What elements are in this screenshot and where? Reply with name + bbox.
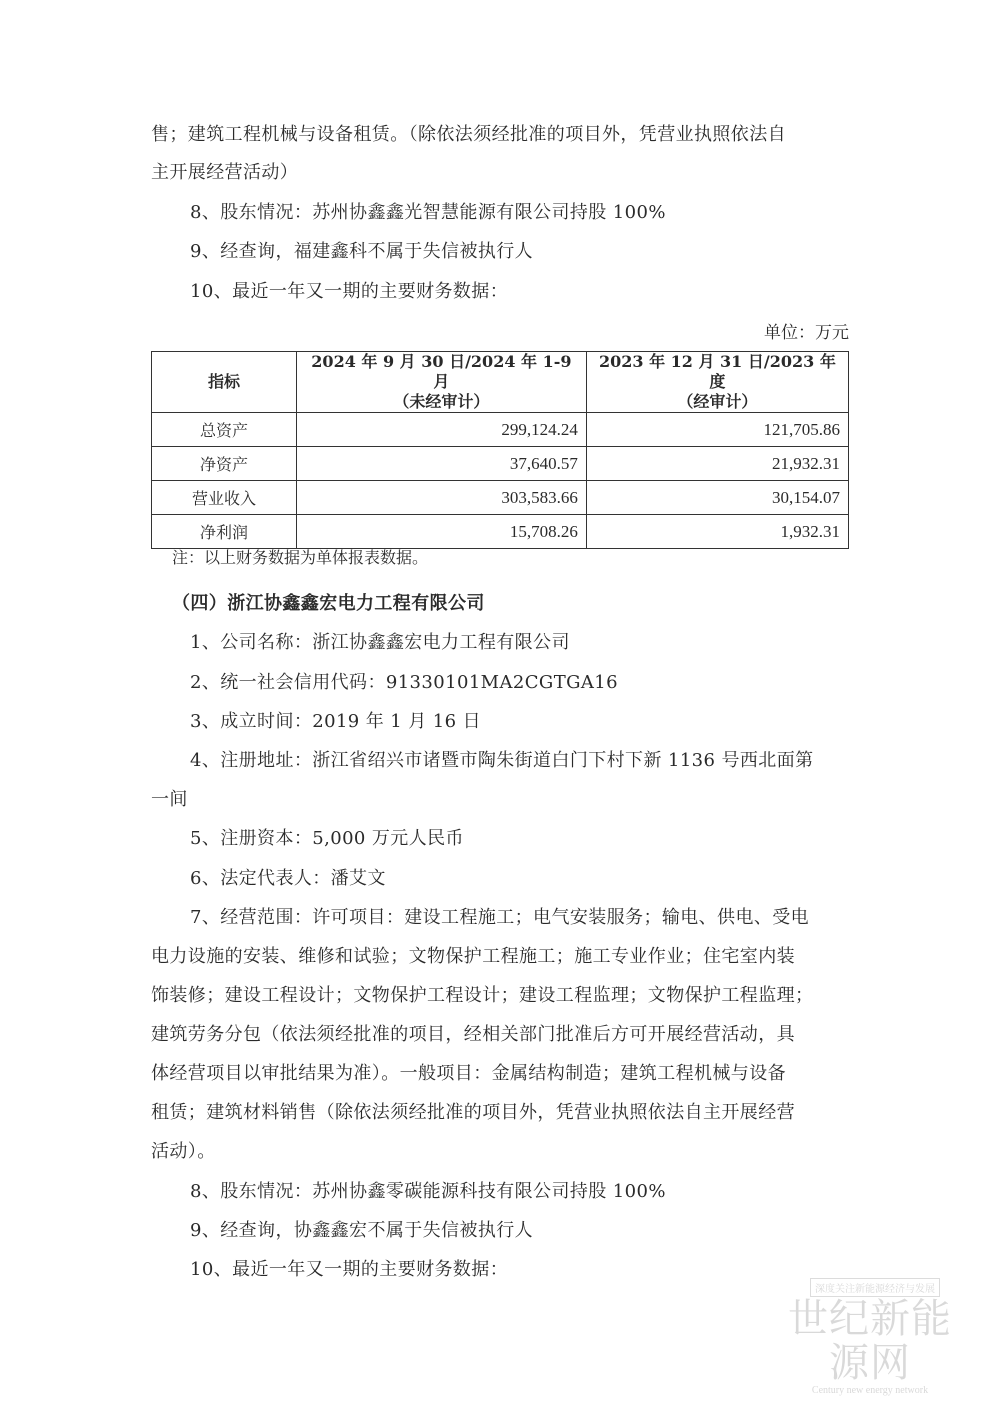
text-line: 一间 (151, 789, 188, 810)
value-2023: 30,154.07 (586, 481, 848, 515)
text-line: 电力设施的安装、维修和试验；文物保护工程施工；施工专业作业；住宅室内装 (151, 946, 795, 967)
text-line: 主开展经营活动） (151, 162, 299, 183)
value-2024: 299,124.24 (297, 413, 587, 447)
text-line: 活动）。 (151, 1141, 216, 1162)
text-line: 租赁；建筑材料销售（除依法须经批准的项目外，凭营业执照依法自主开展经营 (151, 1102, 795, 1123)
text-line: 4、注册地址：浙江省绍兴市诸暨市陶朱街道白门下村下新 1136 号西北面第 (190, 750, 814, 771)
header-2024-title: 2024 年 9 月 30 日/2024 年 1-9 月 (311, 352, 572, 391)
table-note: 注：以上财务数据为单体报表数据。 (172, 548, 429, 567)
table-header-row (152, 352, 849, 413)
section-heading: （四）浙江协鑫鑫宏电力工程有限公司 (172, 593, 485, 614)
value-2023: 121,705.86 (586, 413, 848, 447)
header-2023 (586, 352, 848, 413)
row-label: 净资产 (152, 447, 297, 481)
table-row (152, 515, 849, 549)
row-label: 营业收入 (152, 481, 297, 515)
text-line: 6、法定代表人：潘艾文 (190, 868, 386, 889)
text-line: 10、最近一年又一期的主要财务数据： (190, 1259, 509, 1280)
text-line: 3、成立时间：2019 年 1 月 16 日 (190, 711, 482, 732)
value-2023: 1,932.31 (586, 515, 848, 549)
header-2024 (297, 352, 587, 413)
row-label: 总资产 (152, 413, 297, 447)
text-line: 2、统一社会信用代码：91330101MA2CGTGA16 (190, 672, 618, 693)
watermark-tagline: 深度关注新能源经济与发展 (810, 1278, 940, 1297)
value-2024: 303,583.66 (297, 481, 587, 515)
watermark-name: 世纪新能源网 (788, 1296, 952, 1386)
table-row (152, 481, 849, 515)
text-line: 体经营项目以审批结果为准）。一般项目：金属结构制造；建筑工程机械与设备 (151, 1063, 786, 1084)
text-line: 5、注册资本：5,000 万元人民币 (190, 828, 464, 849)
watermark-logo (770, 1277, 970, 1396)
financial-table (151, 351, 849, 549)
header-2023-title: 2023 年 12 月 31 日/2023 年度 (598, 352, 836, 391)
table-row (152, 413, 849, 447)
value-2024: 15,708.26 (297, 515, 587, 549)
text-line: 8、股东情况：苏州协鑫零碳能源科技有限公司持股 100% (190, 1181, 666, 1202)
table-row (152, 447, 849, 481)
text-line: 9、经查询，协鑫鑫宏不属于失信被执行人 (190, 1220, 534, 1241)
text-line: 饰装修；建设工程设计；文物保护工程设计；建设工程监理；文物保护工程监理； (151, 985, 814, 1006)
header-indicator: 指标 (152, 352, 297, 413)
text-line: 建筑劳务分包（依法须经批准的项目，经相关部门批准后方可开展经营活动，具 (151, 1024, 795, 1045)
watermark-english: Century new energy network (811, 1385, 929, 1396)
text-line: 1、公司名称：浙江协鑫鑫宏电力工程有限公司 (190, 632, 570, 653)
text-line: 10、最近一年又一期的主要财务数据： (190, 281, 509, 302)
unit-label: 单位：万元 (764, 323, 849, 343)
header-2023-sub: （经审计） (677, 392, 758, 411)
header-2024-sub: （未经审计） (393, 392, 490, 411)
text-line: 7、经营范围：许可项目：建设工程施工；电气安装服务；输电、供电、受电 (190, 907, 810, 928)
text-line: 售；建筑工程机械与设备租赁。（除依法须经批准的项目外，凭营业执照依法自 (151, 124, 786, 145)
value-2023: 21,932.31 (586, 447, 848, 481)
text-line: 9、经查询，福建鑫科不属于失信被执行人 (190, 241, 534, 262)
row-label: 净利润 (152, 515, 297, 549)
text-line: 8、股东情况：苏州协鑫鑫光智慧能源有限公司持股 100% (190, 202, 666, 223)
value-2024: 37,640.57 (297, 447, 587, 481)
